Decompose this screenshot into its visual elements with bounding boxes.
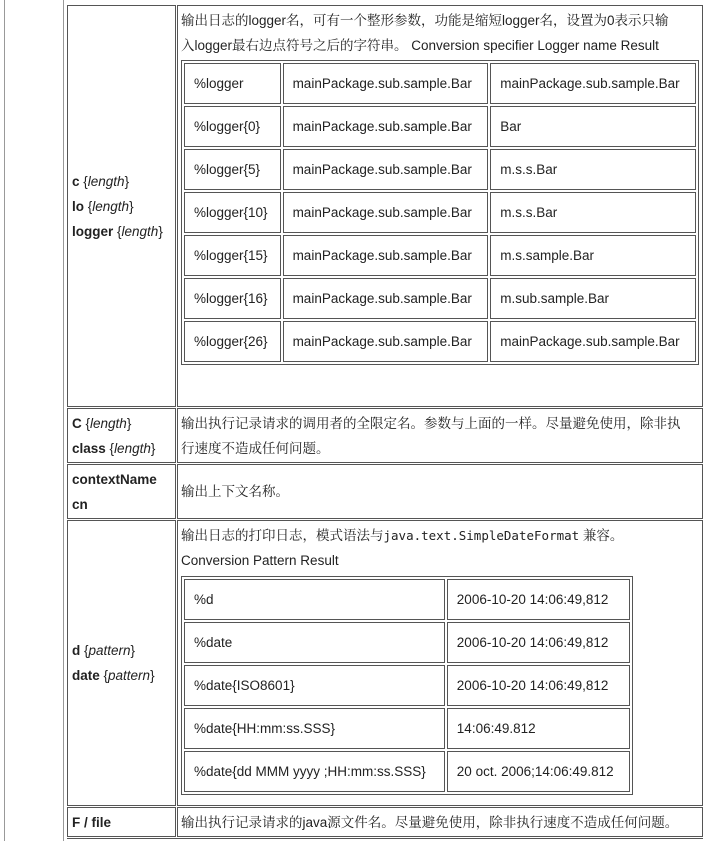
date-example-cell-1: 2006-10-20 14:06:49,812 [447, 579, 630, 620]
logger-example-cell-2: m.s.sample.Bar [490, 235, 696, 276]
name-cn: cn [72, 496, 88, 512]
class-desc-line2: 行速度不造成任何问题。 [181, 441, 330, 456]
logger-example-row [184, 192, 696, 233]
date-desc-line1: 输出日志的打印日志，模式语法与java.text.SimpleDateFormat 兼容。 [181, 528, 624, 543]
date-example-cell-0: %date{dd MMM yyyy ;HH:mm:ss.SSS} [184, 751, 445, 792]
file-name-cell [67, 807, 176, 837]
logger-example-row [184, 106, 696, 147]
logger-example-cell-1: mainPackage.sub.sample.Bar [283, 149, 489, 190]
context-description: 输出上下文名称。 [181, 484, 289, 499]
logger-example-cell-0: %logger{26} [184, 321, 281, 362]
name-date: date {pattern} [72, 668, 155, 683]
logger-example-cell-2: m.s.s.Bar [490, 149, 696, 190]
logger-example-row [184, 63, 696, 104]
logger-example-row [184, 149, 696, 190]
date-example-cell-1: 2006-10-20 14:06:49,812 [447, 622, 630, 663]
name-lo: lo {length} [72, 198, 134, 214]
date-example-row [184, 579, 630, 620]
date-example-cell-1: 20 oct. 2006;14:06:49.812 [447, 751, 630, 792]
date-example-cell-0: %d [184, 579, 445, 620]
bottom-divider [67, 838, 703, 839]
logger-example-row [184, 235, 696, 276]
logger-example-cell-1: mainPackage.sub.sample.Bar [283, 321, 489, 362]
logger-desc-line1: 输出日志的logger名，可有一个整形参数，功能是缩短logger名，设置为0表示只输 [181, 13, 669, 28]
logger-example-cell-0: %logger{5} [184, 149, 281, 190]
logger-description [178, 6, 702, 60]
date-example-row [184, 708, 630, 749]
logger-example-cell-2: Bar [490, 106, 696, 147]
class-desc-line1: 输出执行记录请求的调用者的全限定名。参数与上面的一样。尽量避免使用，除非执 [181, 416, 681, 431]
class-description [178, 409, 702, 463]
context-name-cell [67, 464, 176, 519]
logger-example-cell-1: mainPackage.sub.sample.Bar [283, 192, 489, 233]
context-desc-cell [177, 464, 703, 519]
date-example-row [184, 665, 630, 706]
logger-example-cell-0: %logger{0} [184, 106, 281, 147]
name-file: F / file [72, 814, 112, 830]
logger-example-cell-1: mainPackage.sub.sample.Bar [283, 106, 489, 147]
name-c: c {length} [72, 173, 130, 189]
date-example-cell-0: %date{HH:mm:ss.SSS} [184, 708, 445, 749]
date-desc-line2: Conversion Pattern Result [181, 553, 339, 568]
class-name-cell [67, 408, 176, 463]
name-class: class {length} [72, 440, 156, 456]
logger-example-cell-2: mainPackage.sub.sample.Bar [490, 321, 696, 362]
date-example-row [184, 622, 630, 663]
logger-name-cell [67, 5, 176, 407]
simpledateformat-code: java.text.SimpleDateFormat [383, 528, 580, 543]
name-d: d {pattern} [72, 643, 136, 658]
logger-examples-table [181, 60, 699, 365]
name-logger: logger {length} [72, 223, 163, 239]
logger-example-row [184, 278, 696, 319]
file-desc-cell [177, 807, 703, 837]
date-example-cell-0: %date{ISO8601} [184, 665, 445, 706]
date-example-cell-1: 2006-10-20 14:06:49,812 [447, 665, 630, 706]
logger-example-cell-0: %logger [184, 63, 281, 104]
date-desc-cell [177, 520, 703, 806]
date-example-cell-0: %date [184, 622, 445, 663]
logger-example-cell-2: mainPackage.sub.sample.Bar [490, 63, 696, 104]
name-C: C {length} [72, 415, 132, 431]
logger-example-cell-2: m.s.s.Bar [490, 192, 696, 233]
date-name-cell [67, 520, 176, 806]
logger-example-cell-0: %logger{10} [184, 192, 281, 233]
logger-example-cell-1: mainPackage.sub.sample.Bar [283, 63, 489, 104]
logger-example-row [184, 321, 696, 362]
logger-example-cell-2: m.sub.sample.Bar [490, 278, 696, 319]
class-desc-cell [177, 408, 703, 463]
logger-example-cell-1: mainPackage.sub.sample.Bar [283, 278, 489, 319]
logger-example-cell-0: %logger{16} [184, 278, 281, 319]
logger-example-cell-1: mainPackage.sub.sample.Bar [283, 235, 489, 276]
date-description [178, 521, 702, 575]
name-contextName: contextName [72, 471, 157, 487]
date-example-cell-1: 14:06:49.812 [447, 708, 630, 749]
date-examples-table [181, 576, 633, 795]
date-example-row [184, 751, 630, 792]
file-description: 输出执行记录请求的java源文件名。尽量避免使用，除非执行速度不造成任何问题。 [181, 814, 679, 830]
logger-desc-cell [177, 5, 703, 407]
left-gutter-column [4, 0, 64, 841]
logger-example-cell-0: %logger{15} [184, 235, 281, 276]
logger-desc-line2: 入logger最右边点符号之后的字符串。 Conversion specifier Logger name Result [181, 38, 659, 53]
